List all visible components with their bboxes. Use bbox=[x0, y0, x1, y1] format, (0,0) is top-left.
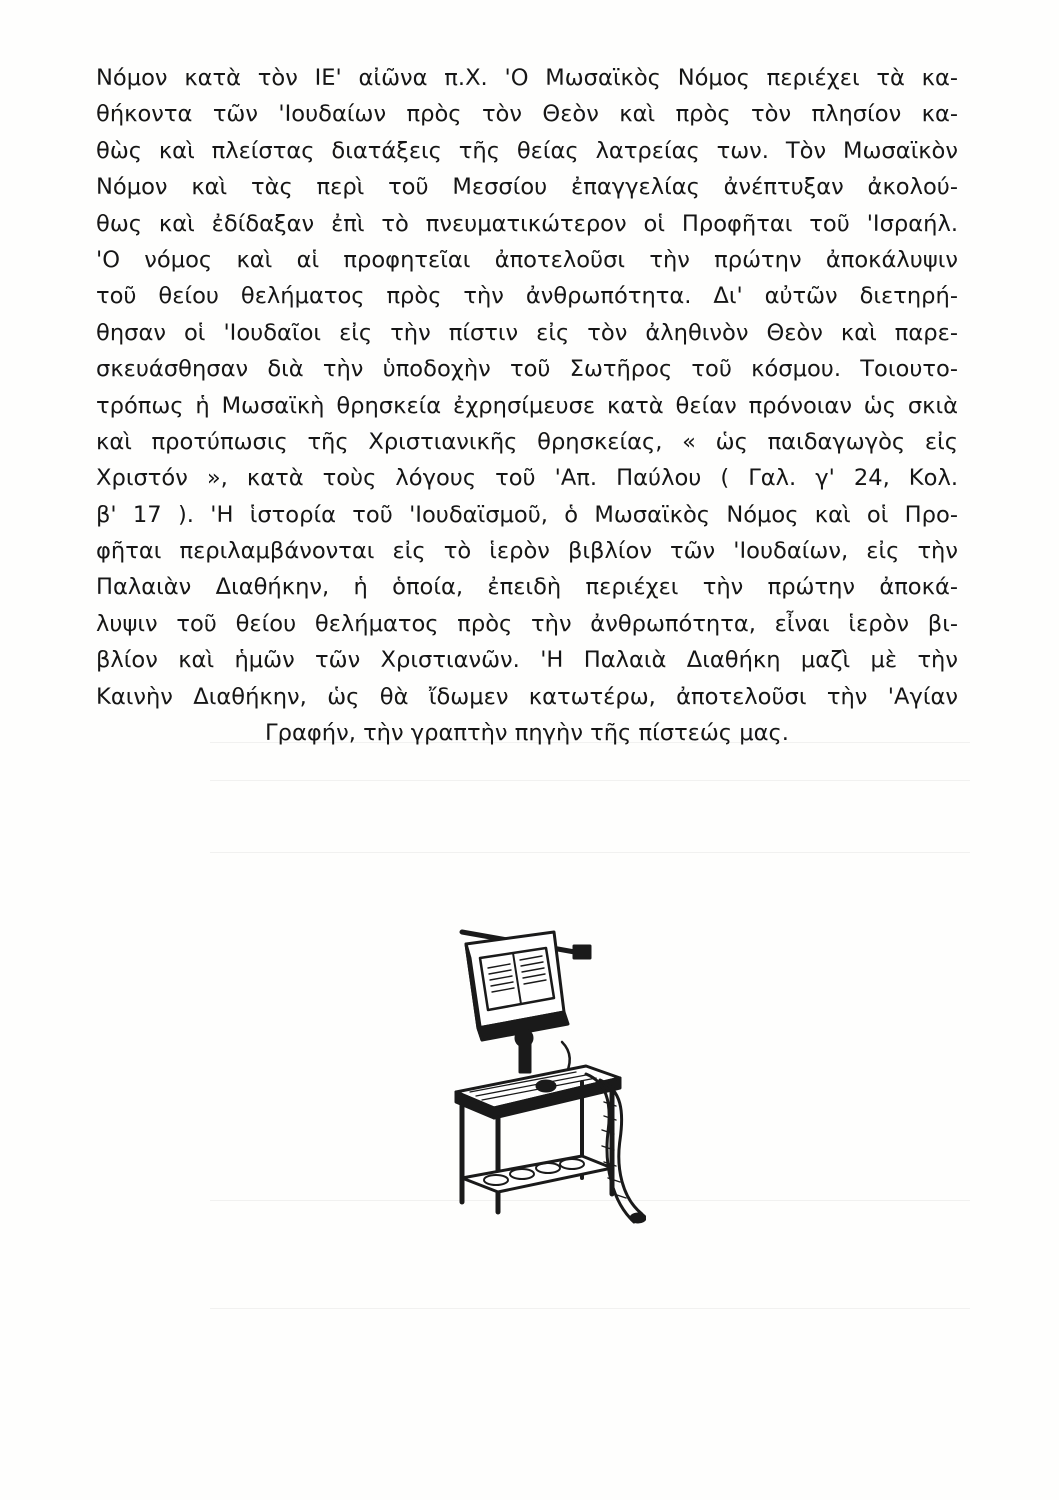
text-line: Νόμον κατὰ τὸν ΙΕ' αἰῶνα π.Χ. 'Ο Μωσαϊκὸς Νόμος περιέχει τὰ κα- bbox=[96, 65, 958, 91]
text-line: 'Ο νόμος καὶ αἱ προφητεῖαι ἀποτελοῦσι τὴν πρώτην ἀποκάλυψιν bbox=[96, 246, 958, 273]
lectern-with-open-book-and-scrolls-icon bbox=[436, 902, 646, 1232]
text-line: τοῦ θείου θελήματος πρὸς τὴν ἀνθρωπότητα. Δι' αὐτῶν διετηρή- bbox=[96, 283, 958, 310]
show-through-line bbox=[210, 852, 970, 853]
text-line: θησαν οἱ 'Ιουδαῖοι εἰς τὴν πίστιν εἰς τὸν ἀληθινὸν Θεὸν καὶ παρε- bbox=[96, 319, 958, 346]
text-line: Χριστόν », κατὰ τοὺς λόγους τοῦ 'Απ. Παύλου ( Γαλ. γ' 24, Κολ. bbox=[96, 465, 958, 492]
text-line: θήκοντα τῶν 'Ιουδαίων πρὸς τὸν Θεὸν καὶ πρὸς τὸν πλησίον κα- bbox=[96, 101, 958, 128]
text-line: θὼς καὶ πλείστας διατάξεις τῆς θείας λατρείας των. Τὸν Μωσαϊκὸν bbox=[96, 137, 958, 164]
text-line: λυψιν τοῦ θείου θελήματος πρὸς τὴν ἀνθρωπότητα, εἶναι ἱερὸν βι- bbox=[96, 610, 958, 637]
text-line: σκευάσθησαν διὰ τὴν ὑποδοχὴν τοῦ Σωτῆρος τοῦ κόσμου. Τοιουτο- bbox=[96, 356, 958, 383]
text-line: φῆται περιλαμβάνονται εἰς τὸ ἱερὸν βιβλίον τῶν 'Ιουδαίων, εἰς τὴν bbox=[96, 538, 958, 565]
text-line: Παλαιὰν Διαθήκην, ἡ ὁποία, ἐπειδὴ περιέχει τὴν πρώτην ἀποκά- bbox=[96, 574, 958, 601]
text-line: καὶ προτύπωσις τῆς Χριστιανικῆς θρησκείας, « ὡς παιδαγωγὸς εἰς bbox=[96, 428, 958, 455]
text-line-final: Γραφήν, τὴν γραπτὴν πηγὴν τῆς πίστεώς μας. bbox=[265, 720, 789, 747]
show-through-line bbox=[210, 1308, 970, 1309]
body-paragraph bbox=[96, 60, 958, 751]
text-line: θως καὶ ἐδίδαξαν ἐπὶ τὸ πνευματικώτερον οἱ Προφῆται τοῦ 'Ισραήλ. bbox=[96, 210, 958, 237]
text-line: Καινὴν Διαθήκην, ὡς θὰ ἴδωμεν κατωτέρω, ἀποτελοῦσι τὴν 'Αγίαν bbox=[96, 683, 958, 710]
text-line: τρόπως ἡ Μωσαϊκὴ θρησκεία ἐχρησίμευσε κατὰ θείαν πρόνοιαν ὡς σκιὰ bbox=[96, 392, 958, 419]
text-line: β' 17 ). 'Η ἱστορία τοῦ 'Ιουδαϊσμοῦ, ὁ Μωσαϊκὸς Νόμος καὶ οἱ Προ- bbox=[96, 501, 958, 528]
text-line: βλίον καὶ ἡμῶν τῶν Χριστιανῶν. 'Η Παλαιὰ Διαθήκη μαζὶ μὲ τὴν bbox=[96, 647, 958, 674]
show-through-line bbox=[210, 780, 970, 781]
text-line: Νόμον καὶ τὰς περὶ τοῦ Μεσσίου ἐπαγγελίας ἀνέπτυξαν ἀκολού- bbox=[96, 174, 958, 201]
